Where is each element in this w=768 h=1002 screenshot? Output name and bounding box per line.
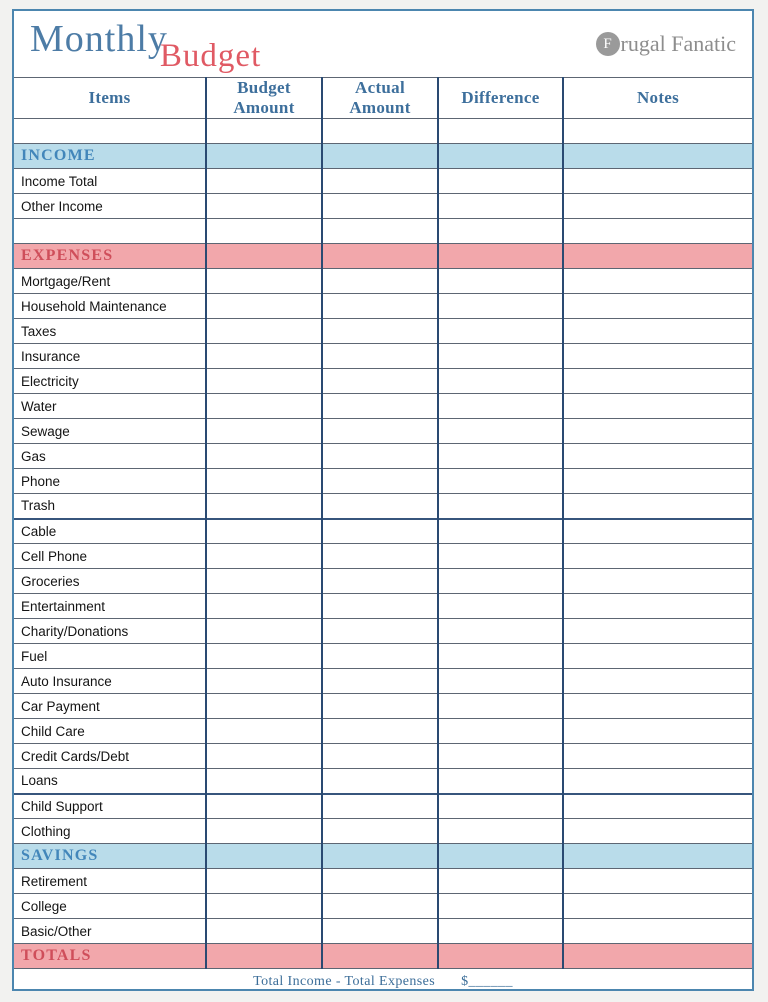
empty-cell <box>563 794 752 819</box>
table-row <box>14 894 752 919</box>
table-row <box>14 569 752 594</box>
item-label: Auto Insurance <box>14 669 206 694</box>
empty-cell <box>322 644 438 669</box>
brand-name: rugal Fanatic <box>620 31 736 56</box>
empty-cell <box>438 544 563 569</box>
table-row <box>14 194 752 219</box>
empty-cell <box>563 544 752 569</box>
empty-cell <box>438 469 563 494</box>
empty-cell <box>438 769 563 794</box>
empty-cell <box>563 194 752 219</box>
empty-cell <box>206 269 322 294</box>
empty-cell <box>206 794 322 819</box>
empty-cell <box>563 644 752 669</box>
column-header-items: Items <box>14 78 206 119</box>
empty-cell <box>563 919 752 944</box>
empty-cell <box>322 294 438 319</box>
empty-cell <box>563 719 752 744</box>
column-header-notes: Notes <box>563 78 752 119</box>
empty-cell <box>438 644 563 669</box>
empty-cell <box>206 769 322 794</box>
empty-cell <box>438 194 563 219</box>
empty-cell <box>206 244 322 269</box>
column-header-budget: Budget Amount <box>206 78 322 119</box>
section-row-totals <box>14 944 752 969</box>
empty-cell <box>322 444 438 469</box>
empty-cell <box>563 444 752 469</box>
empty-cell <box>206 819 322 844</box>
empty-cell <box>206 719 322 744</box>
item-label: Trash <box>14 494 206 519</box>
empty-cell <box>206 844 322 869</box>
empty-cell <box>438 444 563 469</box>
item-label: Taxes <box>14 319 206 344</box>
table-row <box>14 594 752 619</box>
table-row <box>14 169 752 194</box>
item-label: Household Maintenance <box>14 294 206 319</box>
empty-cell <box>563 144 752 169</box>
empty-cell <box>438 344 563 369</box>
empty-cell <box>438 519 563 544</box>
empty-cell <box>206 469 322 494</box>
item-label: Sewage <box>14 419 206 444</box>
empty-cell <box>322 494 438 519</box>
empty-cell <box>206 169 322 194</box>
table-row <box>14 444 752 469</box>
empty-cell <box>563 694 752 719</box>
empty-cell <box>206 594 322 619</box>
empty-cell <box>563 269 752 294</box>
item-label: Cable <box>14 519 206 544</box>
empty-cell <box>206 519 322 544</box>
empty-cell <box>563 619 752 644</box>
section-label: TOTALS <box>14 944 206 969</box>
empty-cell <box>563 219 752 244</box>
empty-cell <box>206 644 322 669</box>
empty-cell <box>438 919 563 944</box>
empty-cell <box>563 844 752 869</box>
section-label: SAVINGS <box>14 844 206 869</box>
table-row <box>14 669 752 694</box>
item-label <box>14 119 206 144</box>
budget-table-body <box>14 119 752 969</box>
empty-cell <box>563 169 752 194</box>
empty-cell <box>322 319 438 344</box>
empty-cell <box>438 719 563 744</box>
empty-cell <box>206 369 322 394</box>
empty-cell <box>438 369 563 394</box>
item-label: Clothing <box>14 819 206 844</box>
item-label: Water <box>14 394 206 419</box>
empty-cell <box>322 244 438 269</box>
empty-cell <box>438 844 563 869</box>
empty-cell <box>322 394 438 419</box>
item-label <box>14 219 206 244</box>
item-label: Charity/Donations <box>14 619 206 644</box>
empty-cell <box>322 744 438 769</box>
empty-cell <box>206 694 322 719</box>
empty-cell <box>206 619 322 644</box>
empty-cell <box>322 344 438 369</box>
table-row <box>14 919 752 944</box>
column-header-actual: Actual Amount <box>322 78 438 119</box>
blank-row <box>14 119 752 144</box>
empty-cell <box>206 194 322 219</box>
empty-cell <box>322 694 438 719</box>
empty-cell <box>322 119 438 144</box>
section-label: INCOME <box>14 144 206 169</box>
section-row-expenses <box>14 244 752 269</box>
empty-cell <box>322 769 438 794</box>
empty-cell <box>438 394 563 419</box>
empty-cell <box>563 569 752 594</box>
empty-cell <box>322 844 438 869</box>
empty-cell <box>322 569 438 594</box>
empty-cell <box>438 119 563 144</box>
empty-cell <box>563 294 752 319</box>
empty-cell <box>563 344 752 369</box>
empty-cell <box>322 594 438 619</box>
empty-cell <box>322 894 438 919</box>
item-label: Credit Cards/Debt <box>14 744 206 769</box>
empty-cell <box>563 769 752 794</box>
table-row <box>14 319 752 344</box>
empty-cell <box>206 869 322 894</box>
empty-cell <box>322 619 438 644</box>
empty-cell <box>438 894 563 919</box>
item-label: Child Support <box>14 794 206 819</box>
empty-cell <box>438 619 563 644</box>
empty-cell <box>322 919 438 944</box>
empty-cell <box>322 869 438 894</box>
column-header-difference: Difference <box>438 78 563 119</box>
item-label: Gas <box>14 444 206 469</box>
empty-cell <box>438 494 563 519</box>
empty-cell <box>322 144 438 169</box>
item-label: College <box>14 894 206 919</box>
empty-cell <box>563 819 752 844</box>
empty-cell <box>438 594 563 619</box>
title-monthly: Monthly <box>30 18 168 60</box>
empty-cell <box>206 444 322 469</box>
table-row <box>14 494 752 519</box>
table-row <box>14 769 752 794</box>
section-row-savings <box>14 844 752 869</box>
empty-cell <box>438 744 563 769</box>
empty-cell <box>563 944 752 969</box>
page-title <box>30 17 273 74</box>
empty-cell <box>438 669 563 694</box>
empty-cell <box>206 569 322 594</box>
empty-cell <box>206 294 322 319</box>
table-row <box>14 619 752 644</box>
empty-cell <box>206 894 322 919</box>
empty-cell <box>438 244 563 269</box>
brand-f-icon: F <box>596 32 620 56</box>
item-label: Electricity <box>14 369 206 394</box>
empty-cell <box>438 294 563 319</box>
empty-cell <box>206 219 322 244</box>
table-row <box>14 269 752 294</box>
empty-cell <box>206 919 322 944</box>
table-row <box>14 744 752 769</box>
empty-cell <box>563 869 752 894</box>
empty-cell <box>438 144 563 169</box>
empty-cell <box>322 794 438 819</box>
empty-cell <box>206 144 322 169</box>
empty-cell <box>322 419 438 444</box>
empty-cell <box>206 494 322 519</box>
empty-cell <box>322 819 438 844</box>
table-row <box>14 544 752 569</box>
table-row <box>14 294 752 319</box>
empty-cell <box>438 319 563 344</box>
empty-cell <box>322 519 438 544</box>
item-label: Car Payment <box>14 694 206 719</box>
empty-cell <box>563 369 752 394</box>
empty-cell <box>322 219 438 244</box>
table-row <box>14 469 752 494</box>
item-label: Groceries <box>14 569 206 594</box>
empty-cell <box>438 169 563 194</box>
empty-cell <box>206 319 322 344</box>
table-row <box>14 644 752 669</box>
empty-cell <box>563 669 752 694</box>
header <box>14 11 752 77</box>
item-label: Phone <box>14 469 206 494</box>
empty-cell <box>563 419 752 444</box>
table-row <box>14 519 752 544</box>
empty-cell <box>206 744 322 769</box>
item-label: Entertainment <box>14 594 206 619</box>
table-row <box>14 694 752 719</box>
empty-cell <box>438 944 563 969</box>
item-label: Insurance <box>14 344 206 369</box>
blank-row <box>14 219 752 244</box>
empty-cell <box>206 419 322 444</box>
empty-cell <box>322 369 438 394</box>
empty-cell <box>563 894 752 919</box>
empty-cell <box>563 119 752 144</box>
empty-cell <box>438 794 563 819</box>
item-label: Retirement <box>14 869 206 894</box>
empty-cell <box>438 569 563 594</box>
empty-cell <box>563 394 752 419</box>
empty-cell <box>322 269 438 294</box>
brand-logo <box>596 31 736 57</box>
budget-table <box>14 77 752 969</box>
totals-formula-text: Total Income - Total Expenses <box>253 974 436 989</box>
empty-cell <box>206 944 322 969</box>
table-row <box>14 819 752 844</box>
item-label: Cell Phone <box>14 544 206 569</box>
totals-amount-blank: $______ <box>461 974 513 989</box>
item-label: Loans <box>14 769 206 794</box>
empty-cell <box>563 519 752 544</box>
empty-cell <box>322 544 438 569</box>
empty-cell <box>322 169 438 194</box>
table-row <box>14 794 752 819</box>
empty-cell <box>563 494 752 519</box>
item-label: Other Income <box>14 194 206 219</box>
title-budget: Budget <box>159 38 262 74</box>
budget-sheet <box>12 9 754 991</box>
table-row <box>14 394 752 419</box>
empty-cell <box>563 594 752 619</box>
empty-cell <box>206 344 322 369</box>
empty-cell <box>322 469 438 494</box>
section-label: EXPENSES <box>14 244 206 269</box>
empty-cell <box>206 394 322 419</box>
totals-formula <box>14 969 752 991</box>
table-row <box>14 344 752 369</box>
empty-cell <box>438 219 563 244</box>
empty-cell <box>206 669 322 694</box>
empty-cell <box>438 419 563 444</box>
empty-cell <box>438 694 563 719</box>
empty-cell <box>563 469 752 494</box>
empty-cell <box>438 869 563 894</box>
empty-cell <box>438 819 563 844</box>
empty-cell <box>322 719 438 744</box>
column-header-row <box>14 78 752 119</box>
section-row-income <box>14 144 752 169</box>
table-row <box>14 869 752 894</box>
table-row <box>14 719 752 744</box>
item-label: Fuel <box>14 644 206 669</box>
empty-cell <box>206 119 322 144</box>
item-label: Basic/Other <box>14 919 206 944</box>
empty-cell <box>322 669 438 694</box>
table-row <box>14 419 752 444</box>
empty-cell <box>563 319 752 344</box>
item-label: Child Care <box>14 719 206 744</box>
empty-cell <box>563 744 752 769</box>
empty-cell <box>563 244 752 269</box>
empty-cell <box>322 944 438 969</box>
item-label: Income Total <box>14 169 206 194</box>
empty-cell <box>438 269 563 294</box>
empty-cell <box>322 194 438 219</box>
item-label: Mortgage/Rent <box>14 269 206 294</box>
table-row <box>14 369 752 394</box>
empty-cell <box>206 544 322 569</box>
